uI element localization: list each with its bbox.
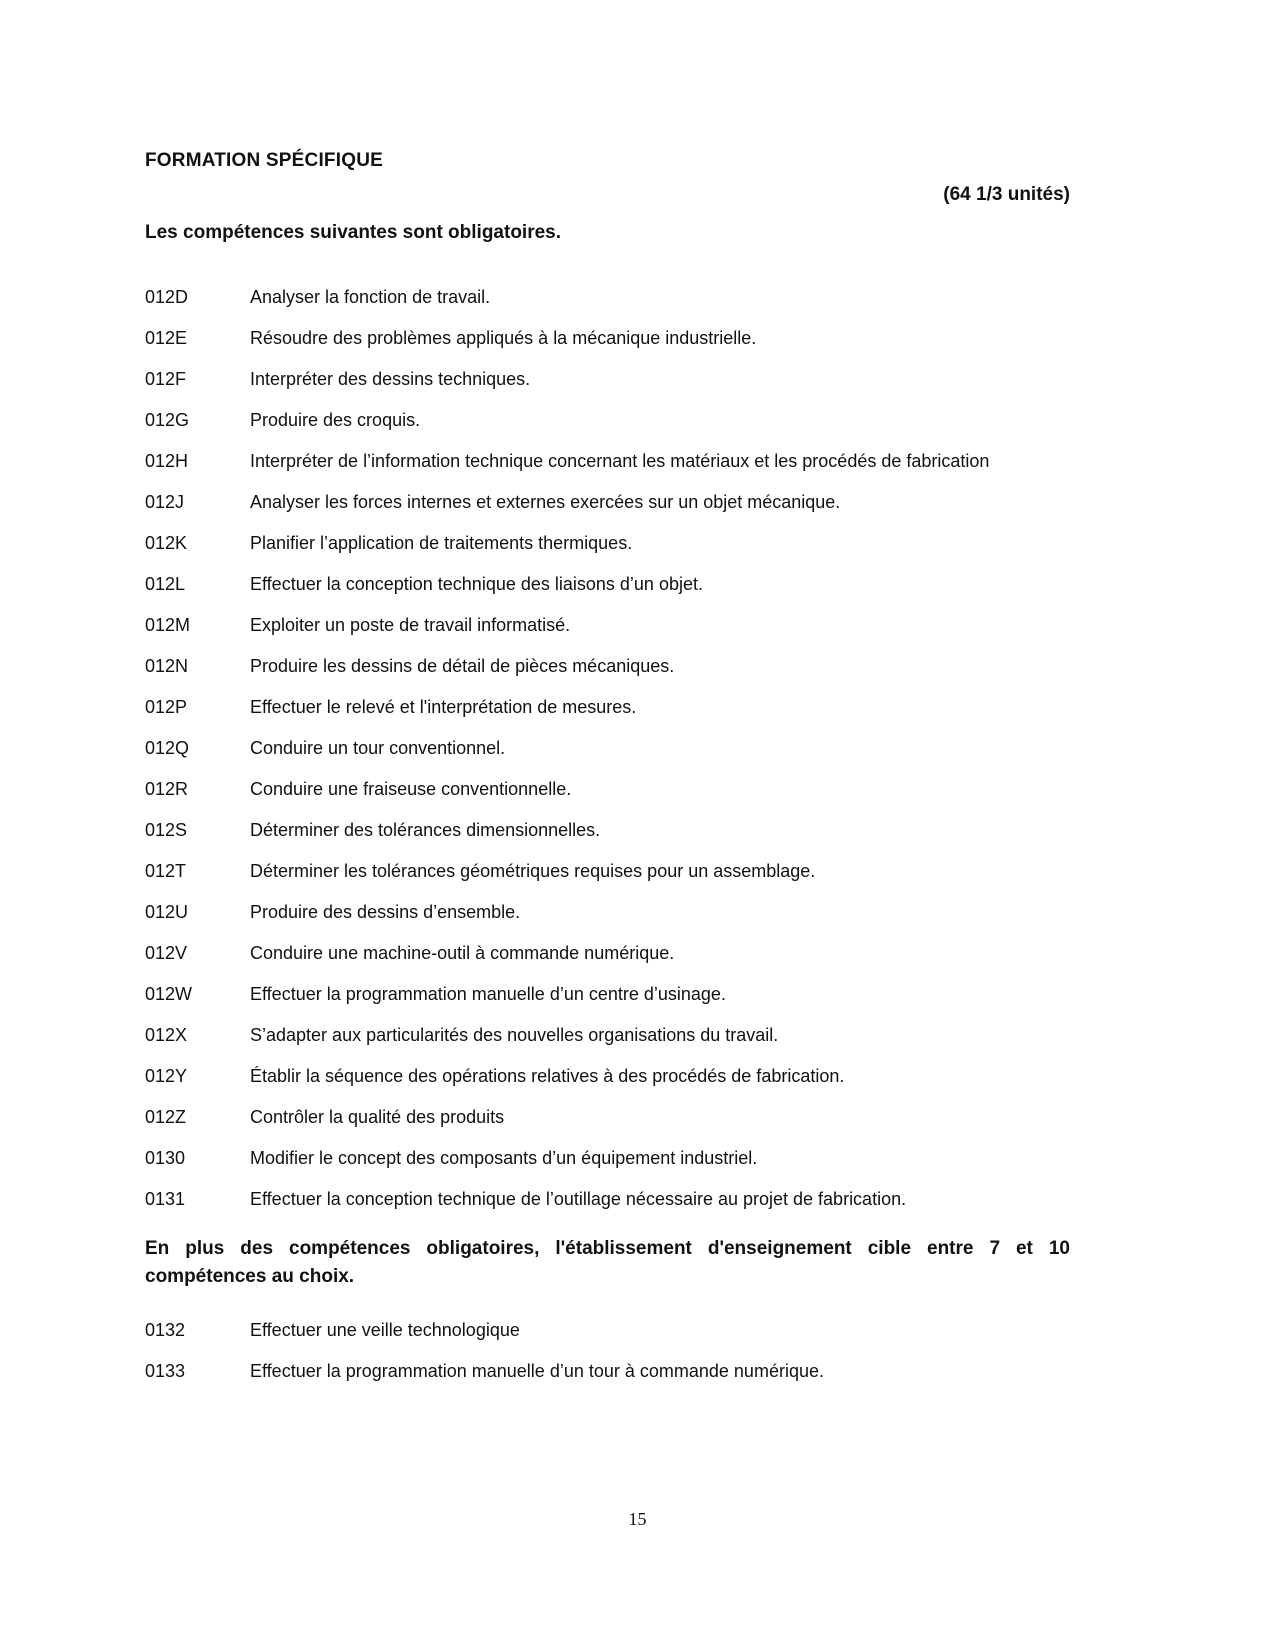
competency-row <box>145 489 1070 516</box>
competency-row <box>145 653 1070 680</box>
competency-row <box>145 1186 1070 1213</box>
competency-code: 012D <box>145 287 189 307</box>
section-title: FORMATION SPÉCIFIQUE <box>145 150 383 171</box>
competency-row <box>145 1145 1070 1172</box>
competency-description: Modifier le concept des composants d’un équipement industriel. <box>250 1148 758 1168</box>
competency-code: 012H <box>145 451 189 471</box>
competency-row <box>145 981 1070 1008</box>
competency-row <box>145 694 1070 721</box>
competency-row <box>145 325 1070 352</box>
competency-row <box>145 817 1070 844</box>
competency-row <box>145 1317 1070 1344</box>
competency-description: Déterminer les tolérances géométriques requises pour un assemblage. <box>250 861 816 881</box>
competency-row <box>145 407 1070 434</box>
competency-row <box>145 776 1070 803</box>
competency-description: Déterminer des tolérances dimensionnelles. <box>250 820 601 840</box>
optional-competency-list <box>145 1317 1070 1385</box>
competency-code: 012M <box>145 615 191 635</box>
mandatory-competency-list <box>145 284 1070 1213</box>
competency-code: 012E <box>145 328 188 348</box>
competency-description: Contrôler la qualité des produits <box>250 1107 505 1127</box>
competency-description: Analyser les forces internes et externes exercées sur un objet mécanique. <box>250 492 841 512</box>
competency-description: Conduire une fraiseuse conventionnelle. <box>250 779 572 799</box>
competency-code: 012X <box>145 1025 188 1045</box>
competency-code: 0133 <box>145 1361 186 1381</box>
competency-row <box>145 448 1070 475</box>
competency-description: Effectuer une veille technologique <box>250 1320 520 1340</box>
competency-code: 012N <box>145 656 189 676</box>
competency-code: 012W <box>145 984 193 1004</box>
competency-description: Planifier l’application de traitements thermiques. <box>250 533 633 553</box>
competency-code: 012F <box>145 369 187 389</box>
competency-code: 012U <box>145 902 189 922</box>
competency-row <box>145 571 1070 598</box>
competency-description: Effectuer la conception technique de l’outillage nécessaire au projet de fabrication. <box>250 1189 907 1209</box>
mandatory-intro-text: Les compétences suivantes sont obligatoires. <box>145 222 562 243</box>
competency-description: Effectuer la programmation manuelle d’un tour à commande numérique. <box>250 1361 824 1381</box>
competency-row <box>145 366 1070 393</box>
competency-description: Interpréter des dessins techniques. <box>250 369 531 389</box>
competency-description: Effectuer la conception technique des liaisons d’un objet. <box>250 574 703 594</box>
competency-code: 012S <box>145 820 188 840</box>
competency-row <box>145 899 1070 926</box>
competency-code: 012P <box>145 697 188 717</box>
competency-row <box>145 612 1070 639</box>
competency-code: 012V <box>145 943 188 963</box>
competency-code: 012R <box>145 779 189 799</box>
competency-row <box>145 284 1070 311</box>
competency-description: Produire des dessins d’ensemble. <box>250 902 521 922</box>
competency-row <box>145 858 1070 885</box>
competency-description: Résoudre des problèmes appliqués à la mécanique industrielle. <box>250 328 757 348</box>
competency-code: 012L <box>145 574 186 594</box>
competency-code: 012Q <box>145 738 190 758</box>
competency-code: 0131 <box>145 1189 186 1209</box>
competency-code: 012Y <box>145 1066 188 1086</box>
competency-row <box>145 530 1070 557</box>
competency-code: 012Z <box>145 1107 187 1127</box>
competency-row <box>145 1063 1070 1090</box>
competency-code: 012G <box>145 410 190 430</box>
competency-description: Analyser la fonction de travail. <box>250 287 491 307</box>
competency-description: Produire les dessins de détail de pièces mécaniques. <box>250 656 675 676</box>
page-number: 15 <box>628 1509 647 1529</box>
competency-row <box>145 1104 1070 1131</box>
competency-description: Conduire un tour conventionnel. <box>250 738 506 758</box>
competency-row <box>145 735 1070 762</box>
competency-code: 012T <box>145 861 187 881</box>
competency-description: Effectuer le relevé et l'interprétation de mesures. <box>250 697 637 717</box>
units-label: (64 1/3 unités) <box>943 184 1070 205</box>
competency-code: 0132 <box>145 1320 186 1340</box>
competency-code: 012J <box>145 492 185 512</box>
competency-row <box>145 1358 1070 1385</box>
competency-description: Établir la séquence des opérations relatives à des procédés de fabrication. <box>250 1066 845 1086</box>
competency-description: Produire des croquis. <box>250 410 421 430</box>
competency-description: Exploiter un poste de travail informatisé. <box>250 615 571 635</box>
optional-competencies-note: En plus des compétences obligatoires, l'établissement d'enseignement cible entre 7 et 10 compétences au choix. <box>145 1238 1070 1287</box>
competency-description: Conduire une machine-outil à commande numérique. <box>250 943 675 963</box>
competency-code: 0130 <box>145 1148 186 1168</box>
competency-description: Effectuer la programmation manuelle d’un centre d’usinage. <box>250 984 726 1004</box>
competency-description: S’adapter aux particularités des nouvelles organisations du travail. <box>250 1025 779 1045</box>
competency-row <box>145 940 1070 967</box>
competency-row <box>145 1022 1070 1049</box>
competency-description: Interpréter de l’information technique concernant les matériaux et les procédés de fabrication <box>250 451 990 471</box>
competency-code: 012K <box>145 533 188 553</box>
